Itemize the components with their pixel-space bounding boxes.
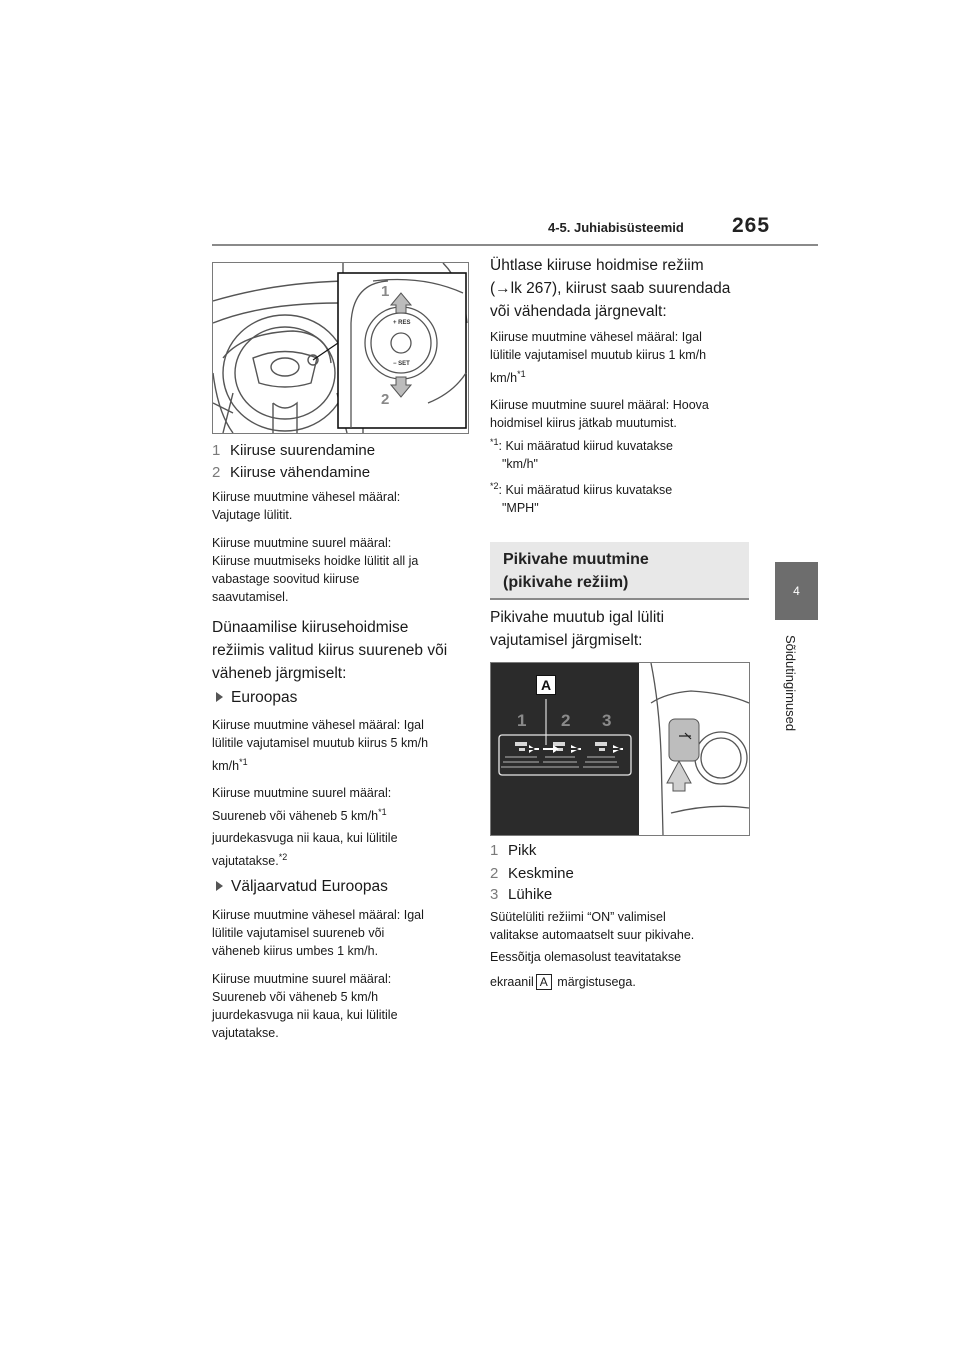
paragraph: Kiiruse muutmine vähesel määral: Igal lülitile vajutamisel muutub kiirus 5 km/h $km/h^{*1}$ bbox=[212, 718, 429, 773]
paragraph: Kiiruse muutmine suurel määral: Hoova hoidmisel kiirus jätkab muutumist. bbox=[490, 398, 709, 430]
following-distance-figure bbox=[490, 662, 750, 836]
step-1: 1 bbox=[517, 711, 527, 730]
section-heading-box bbox=[490, 542, 749, 600]
subheading-europe: Euroopas bbox=[216, 686, 297, 709]
callout-2: 2 bbox=[381, 391, 390, 408]
paragraph: Kiiruse muutmine vähesel määral: Igal lülitile vajutamisel suureneb või väheneb kiirus umbes 1 km/h. bbox=[212, 908, 424, 958]
paragraph: Eessõitja olemasolust teavitatakse ekraanil A märgistusega. bbox=[490, 950, 682, 989]
subheading-non-europe: Väljaarvatud Euroopas bbox=[216, 875, 388, 898]
paragraph: Süütelüliti režiimi “ON” valimisel valitakse automaatselt suur pikivahe. bbox=[490, 910, 695, 942]
paragraph: Kiiruse muutmine suurel määral: Suureneb või väheneb 5 $km/h^{*1}$ juurdekasvuga nii kaua, kui lülitile vajutatakse.$^{*2}$ bbox=[212, 786, 398, 868]
section-title: 4-5. Juhiabisüsteemid bbox=[548, 220, 684, 235]
list-item: 3 Lühike bbox=[490, 886, 553, 903]
list-item: 2 Keskmine bbox=[490, 865, 574, 882]
res-label: + RES bbox=[393, 320, 411, 326]
chapter-label: Sõidutingimused bbox=[783, 635, 798, 732]
steering-switch-figure bbox=[212, 262, 469, 434]
step-2: 2 bbox=[561, 711, 571, 730]
intro-paragraph: Dünaamilise kiirusehoidmise režiimis valitud kiirus suureneb või väheneb järgmiselt: bbox=[212, 619, 448, 682]
page-number: 265 bbox=[732, 214, 771, 237]
label-a: A bbox=[536, 675, 556, 695]
paragraph: Kiiruse muutmine suurel määral: Kiiruse muutmiseks hoidke lülitit all ja vabastage soovitud kiiruse saavutamisel. bbox=[212, 536, 419, 604]
list-item: 1 Kiiruse suurendamine bbox=[212, 442, 376, 459]
section-heading: Pikivahe muutmine (pikivahe režiim) bbox=[503, 551, 649, 591]
set-label: − SET bbox=[393, 361, 410, 367]
paragraph: Kiiruse muutmine vähesel määral: Igal lülitile vajutamisel muutub kiirus 1 km/h $km/h^{*1}$ bbox=[490, 330, 707, 385]
bullet-arrow-icon bbox=[216, 881, 223, 891]
label-a-inline: A bbox=[536, 974, 552, 990]
footnote-1: $^{*1}$: Kui määratud kiirud kuvatakse "km/h" bbox=[490, 436, 673, 471]
list-item: 2 Kiiruse vähendamine bbox=[212, 464, 371, 481]
header-rule bbox=[212, 244, 818, 246]
paragraph: Kiiruse muutmine vähesel määral: Vajutage lülitit. bbox=[212, 490, 401, 522]
intro-paragraph: Pikivahe muutub igal lüliti vajutamisel järgmiselt: bbox=[490, 609, 665, 649]
list-item: 1 Pikk bbox=[490, 842, 537, 859]
footnote-2: $^{*2}$: Kui määratud kiirus kuvatakse "MPH" bbox=[490, 480, 673, 515]
intro-paragraph: Ühtlase kiiruse hoidmise režiim (→lk 267), kiirust saab suurendada või vähendada järgnevalt: bbox=[490, 257, 731, 320]
paragraph: Kiiruse muutmine suurel määral: Suureneb või väheneb 5 km/h juurdekasvuga nii kaua, kui lülitile vajutatakse. bbox=[212, 972, 398, 1040]
chapter-tab: 4 bbox=[775, 562, 818, 620]
step-3: 3 bbox=[602, 711, 612, 730]
callout-1: 1 bbox=[381, 283, 390, 300]
bullet-arrow-icon bbox=[216, 692, 223, 702]
